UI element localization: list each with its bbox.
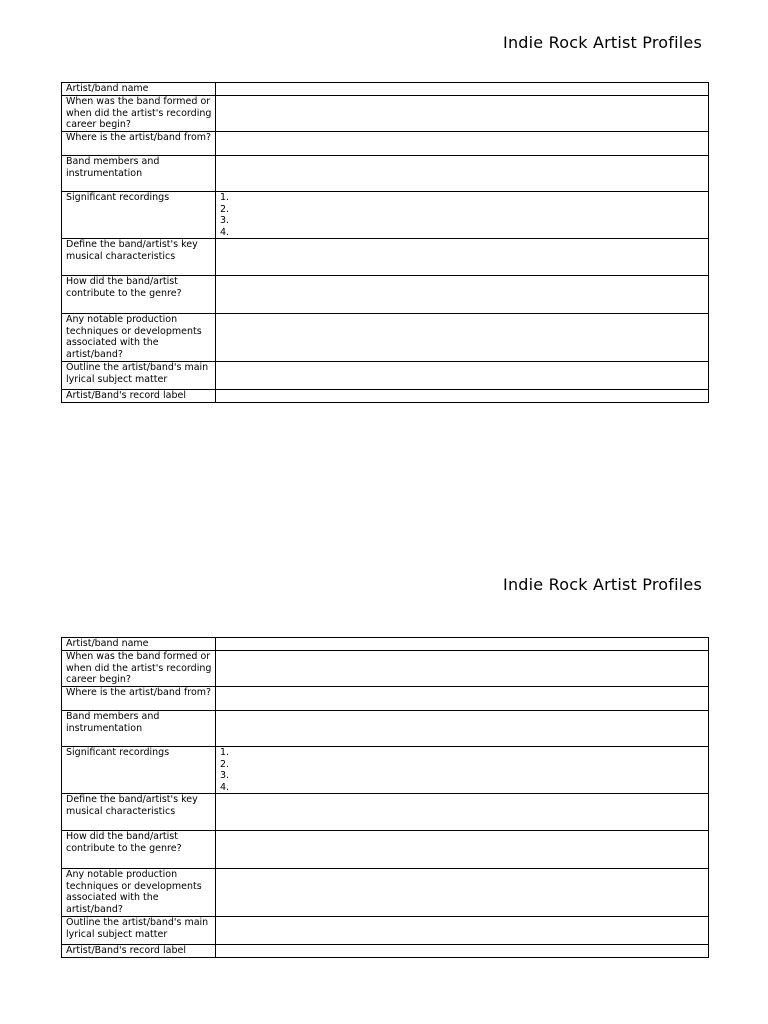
list-number: 4. [220, 781, 230, 793]
answer-cell[interactable] [216, 747, 709, 794]
row-label: Any notable production techniques or developments associated with the artist/band? [62, 314, 216, 362]
answer-cell[interactable] [216, 638, 709, 651]
row-label: Define the band/artist's key musical characteristics [62, 239, 216, 276]
table-row [62, 638, 709, 651]
table-row [62, 747, 709, 794]
row-label: Outline the artist/band's main lyrical subject matter [62, 917, 216, 945]
list-number: 2. [220, 203, 230, 215]
answer-cell[interactable] [216, 711, 709, 747]
table-row [62, 156, 709, 192]
table-row [62, 96, 709, 132]
list-number: 3. [220, 215, 230, 226]
answer-cell[interactable] [216, 156, 709, 192]
row-label: How did the band/artist contribute to the genre? [62, 831, 216, 869]
table-row [62, 390, 709, 403]
table-row [62, 362, 709, 390]
list-number: 1. [220, 192, 230, 203]
row-label: Artist/Band's record label [62, 390, 216, 403]
table-row [62, 314, 709, 362]
answer-cell[interactable] [216, 917, 709, 945]
table-row [62, 711, 709, 747]
table-row [62, 794, 709, 831]
answer-cell[interactable] [216, 831, 709, 869]
row-label: When was the band formed or when did the artist's recording career begin? [62, 651, 216, 687]
row-label: Band members and instrumentation [62, 156, 216, 192]
row-label: Significant recordings [62, 192, 216, 239]
row-label: Any notable production techniques or developments associated with the artist/band? [62, 869, 216, 917]
row-label: Artist/Band's record label [62, 945, 216, 958]
answer-cell[interactable] [216, 362, 709, 390]
answer-cell[interactable] [216, 192, 709, 239]
row-label: Where is the artist/band from? [62, 132, 216, 156]
list-number: 4. [220, 226, 230, 238]
list-number: 2. [220, 758, 230, 770]
answer-cell[interactable] [216, 651, 709, 687]
answer-cell[interactable] [216, 945, 709, 958]
answer-cell[interactable] [216, 869, 709, 917]
table-row [62, 83, 709, 96]
table-row [62, 869, 709, 917]
table-row [62, 192, 709, 239]
row-label: How did the band/artist contribute to the genre? [62, 276, 216, 314]
table-row [62, 917, 709, 945]
row-label: Define the band/artist's key musical characteristics [62, 794, 216, 831]
table-row [62, 651, 709, 687]
table-row [62, 239, 709, 276]
list-number: 1. [220, 747, 230, 758]
row-label: Artist/band name [62, 83, 216, 96]
answer-cell[interactable] [216, 390, 709, 403]
table-row [62, 687, 709, 711]
page-title: Indie Rock Artist Profiles [503, 575, 702, 594]
row-label: Outline the artist/band's main lyrical subject matter [62, 362, 216, 390]
profile-table [61, 82, 709, 403]
answer-cell[interactable] [216, 314, 709, 362]
list-number: 3. [220, 770, 230, 781]
row-label: Artist/band name [62, 638, 216, 651]
table-row [62, 132, 709, 156]
row-label: Band members and instrumentation [62, 711, 216, 747]
answer-cell[interactable] [216, 794, 709, 831]
row-label: Significant recordings [62, 747, 216, 794]
answer-cell[interactable] [216, 132, 709, 156]
answer-cell[interactable] [216, 83, 709, 96]
row-label: Where is the artist/band from? [62, 687, 216, 711]
profile-table [61, 637, 709, 958]
answer-cell[interactable] [216, 96, 709, 132]
answer-cell[interactable] [216, 239, 709, 276]
answer-cell[interactable] [216, 276, 709, 314]
table-row [62, 276, 709, 314]
row-label: When was the band formed or when did the artist's recording career begin? [62, 96, 216, 132]
page-title: Indie Rock Artist Profiles [503, 33, 702, 52]
answer-cell[interactable] [216, 687, 709, 711]
table-row [62, 945, 709, 958]
table-row [62, 831, 709, 869]
